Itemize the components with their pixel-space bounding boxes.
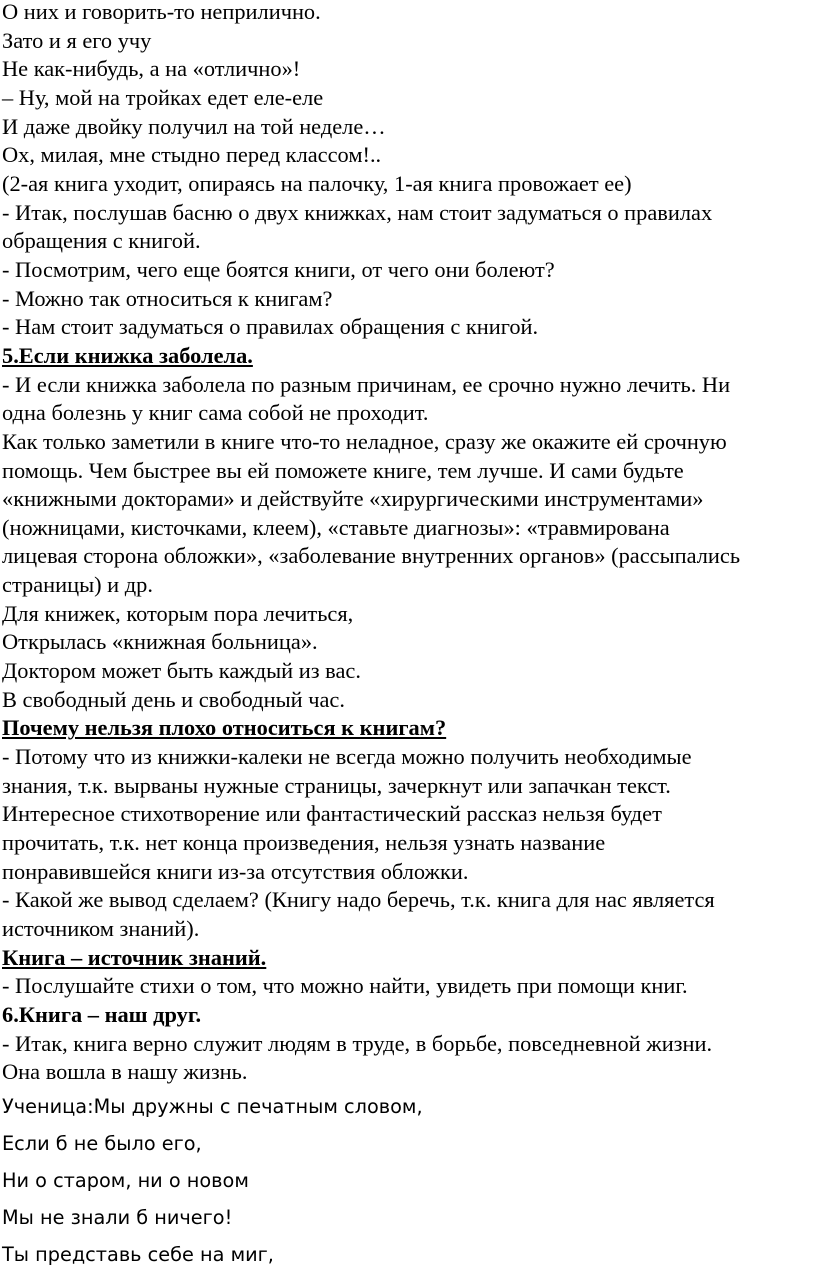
- text-line: страницы) и др.: [2, 572, 153, 598]
- text-line: одна болезнь у книг сама собой не проходит.: [2, 400, 429, 426]
- text-line: Зато и я его учу: [2, 27, 152, 53]
- section-heading-6: 6.Книга – наш друг.: [2, 1001, 202, 1027]
- text-line: Интересное стихотворение или фантастический рассказ нельзя будет: [2, 801, 662, 827]
- text-line: – Ну, мой на тройках едет еле-еле: [2, 84, 324, 110]
- poem-block: [2, 1088, 814, 1273]
- text-line: (ножницами, кисточками, клеем), «ставьте диагнозы»: «травмирована: [2, 514, 670, 540]
- text-line: источником знаний).: [2, 916, 200, 941]
- poem-line: Для книжек, которым пора лечиться,: [2, 600, 354, 626]
- poem-line: Доктором может быть каждый из вас.: [2, 658, 361, 684]
- text-line: Не как-нибудь, а на «отлично»!: [2, 56, 301, 82]
- text-line: прочитать, т.к. нет конца произведения, нельзя узнать название: [2, 830, 606, 856]
- poem-line: Если б не было его,: [2, 1131, 202, 1155]
- section-heading-why: Почему нельзя плохо относиться к книгам?: [2, 715, 447, 741]
- text-line: - Можно так относиться к книгам?: [2, 285, 333, 311]
- poem-line: Открылась «книжная больница».: [2, 629, 318, 655]
- poem-line: Ни о старом, ни о новом: [2, 1168, 249, 1192]
- text-line: - Какой же вывод сделаем? (Книгу надо беречь, т.к. книга для нас является: [2, 887, 715, 913]
- text-line: обращения с книгой.: [2, 228, 201, 254]
- text-line: - И если книжка заболела по разным причинам, ее срочно нужно лечить. Ни: [2, 371, 731, 397]
- text-line: «книжными докторами» и действуйте «хирургическими инструментами»: [2, 486, 704, 512]
- text-line: - Нам стоит задуматься о правилах обращения с книгой.: [2, 314, 539, 340]
- section-heading-5: 5.Если книжка заболела.: [2, 342, 253, 368]
- text-line: Ох, милая, мне стыдно перед классом!..: [2, 142, 382, 168]
- poem-line: Ученица:Мы дружны с печатным словом,: [2, 1094, 423, 1118]
- text-line: Как только заметили в книге что-то неладное, сразу же окажите ей срочную: [2, 428, 727, 454]
- poem-line: Мы не знали б ничего!: [2, 1205, 233, 1229]
- text-line: - Посмотрим, чего еще боятся книги, от чего они болеют?: [2, 256, 555, 282]
- section-heading-source: Книга – источник знаний.: [2, 944, 267, 970]
- text-line: - Потому что из книжки-калеки не всегда можно получить необходимые: [2, 744, 692, 770]
- stage-direction: (2-ая книга уходит, опираясь на палочку, 1-ая книга провожает ее): [2, 170, 632, 196]
- text-line: знания, т.к. вырваны нужные страницы, зачеркнут или запачкан текст.: [2, 772, 671, 798]
- text-line: помощь. Чем быстрее вы ей поможете книге, тем лучше. И сами будьте: [2, 457, 684, 483]
- poem-line: Ты представь себе на миг,: [2, 1242, 274, 1266]
- text-line: лицевая сторона обложки», «заболевание внутренних органов» (рассыпались: [2, 543, 741, 569]
- text-line: понравившейся книги из-за отсутствия обложки.: [2, 858, 469, 884]
- document-page: [2, 0, 814, 1273]
- text-line: Она вошла в нашу жизнь.: [2, 1059, 248, 1085]
- text-line: - Итак, послушав басню о двух книжках, нам стоит задуматься о правилах: [2, 199, 713, 225]
- text-line: О них и говорить-то неприлично.: [2, 0, 321, 24]
- poem-line: В свободный день и свободный час.: [2, 686, 345, 712]
- text-line: - Итак, книга верно служит людям в труде, в борьбе, повседневной жизни.: [2, 1030, 713, 1056]
- text-line: - Послушайте стихи о том, что можно найти, увидеть при помощи книг.: [2, 973, 688, 999]
- text-line: И даже двойку получил на той неделе…: [2, 113, 386, 139]
